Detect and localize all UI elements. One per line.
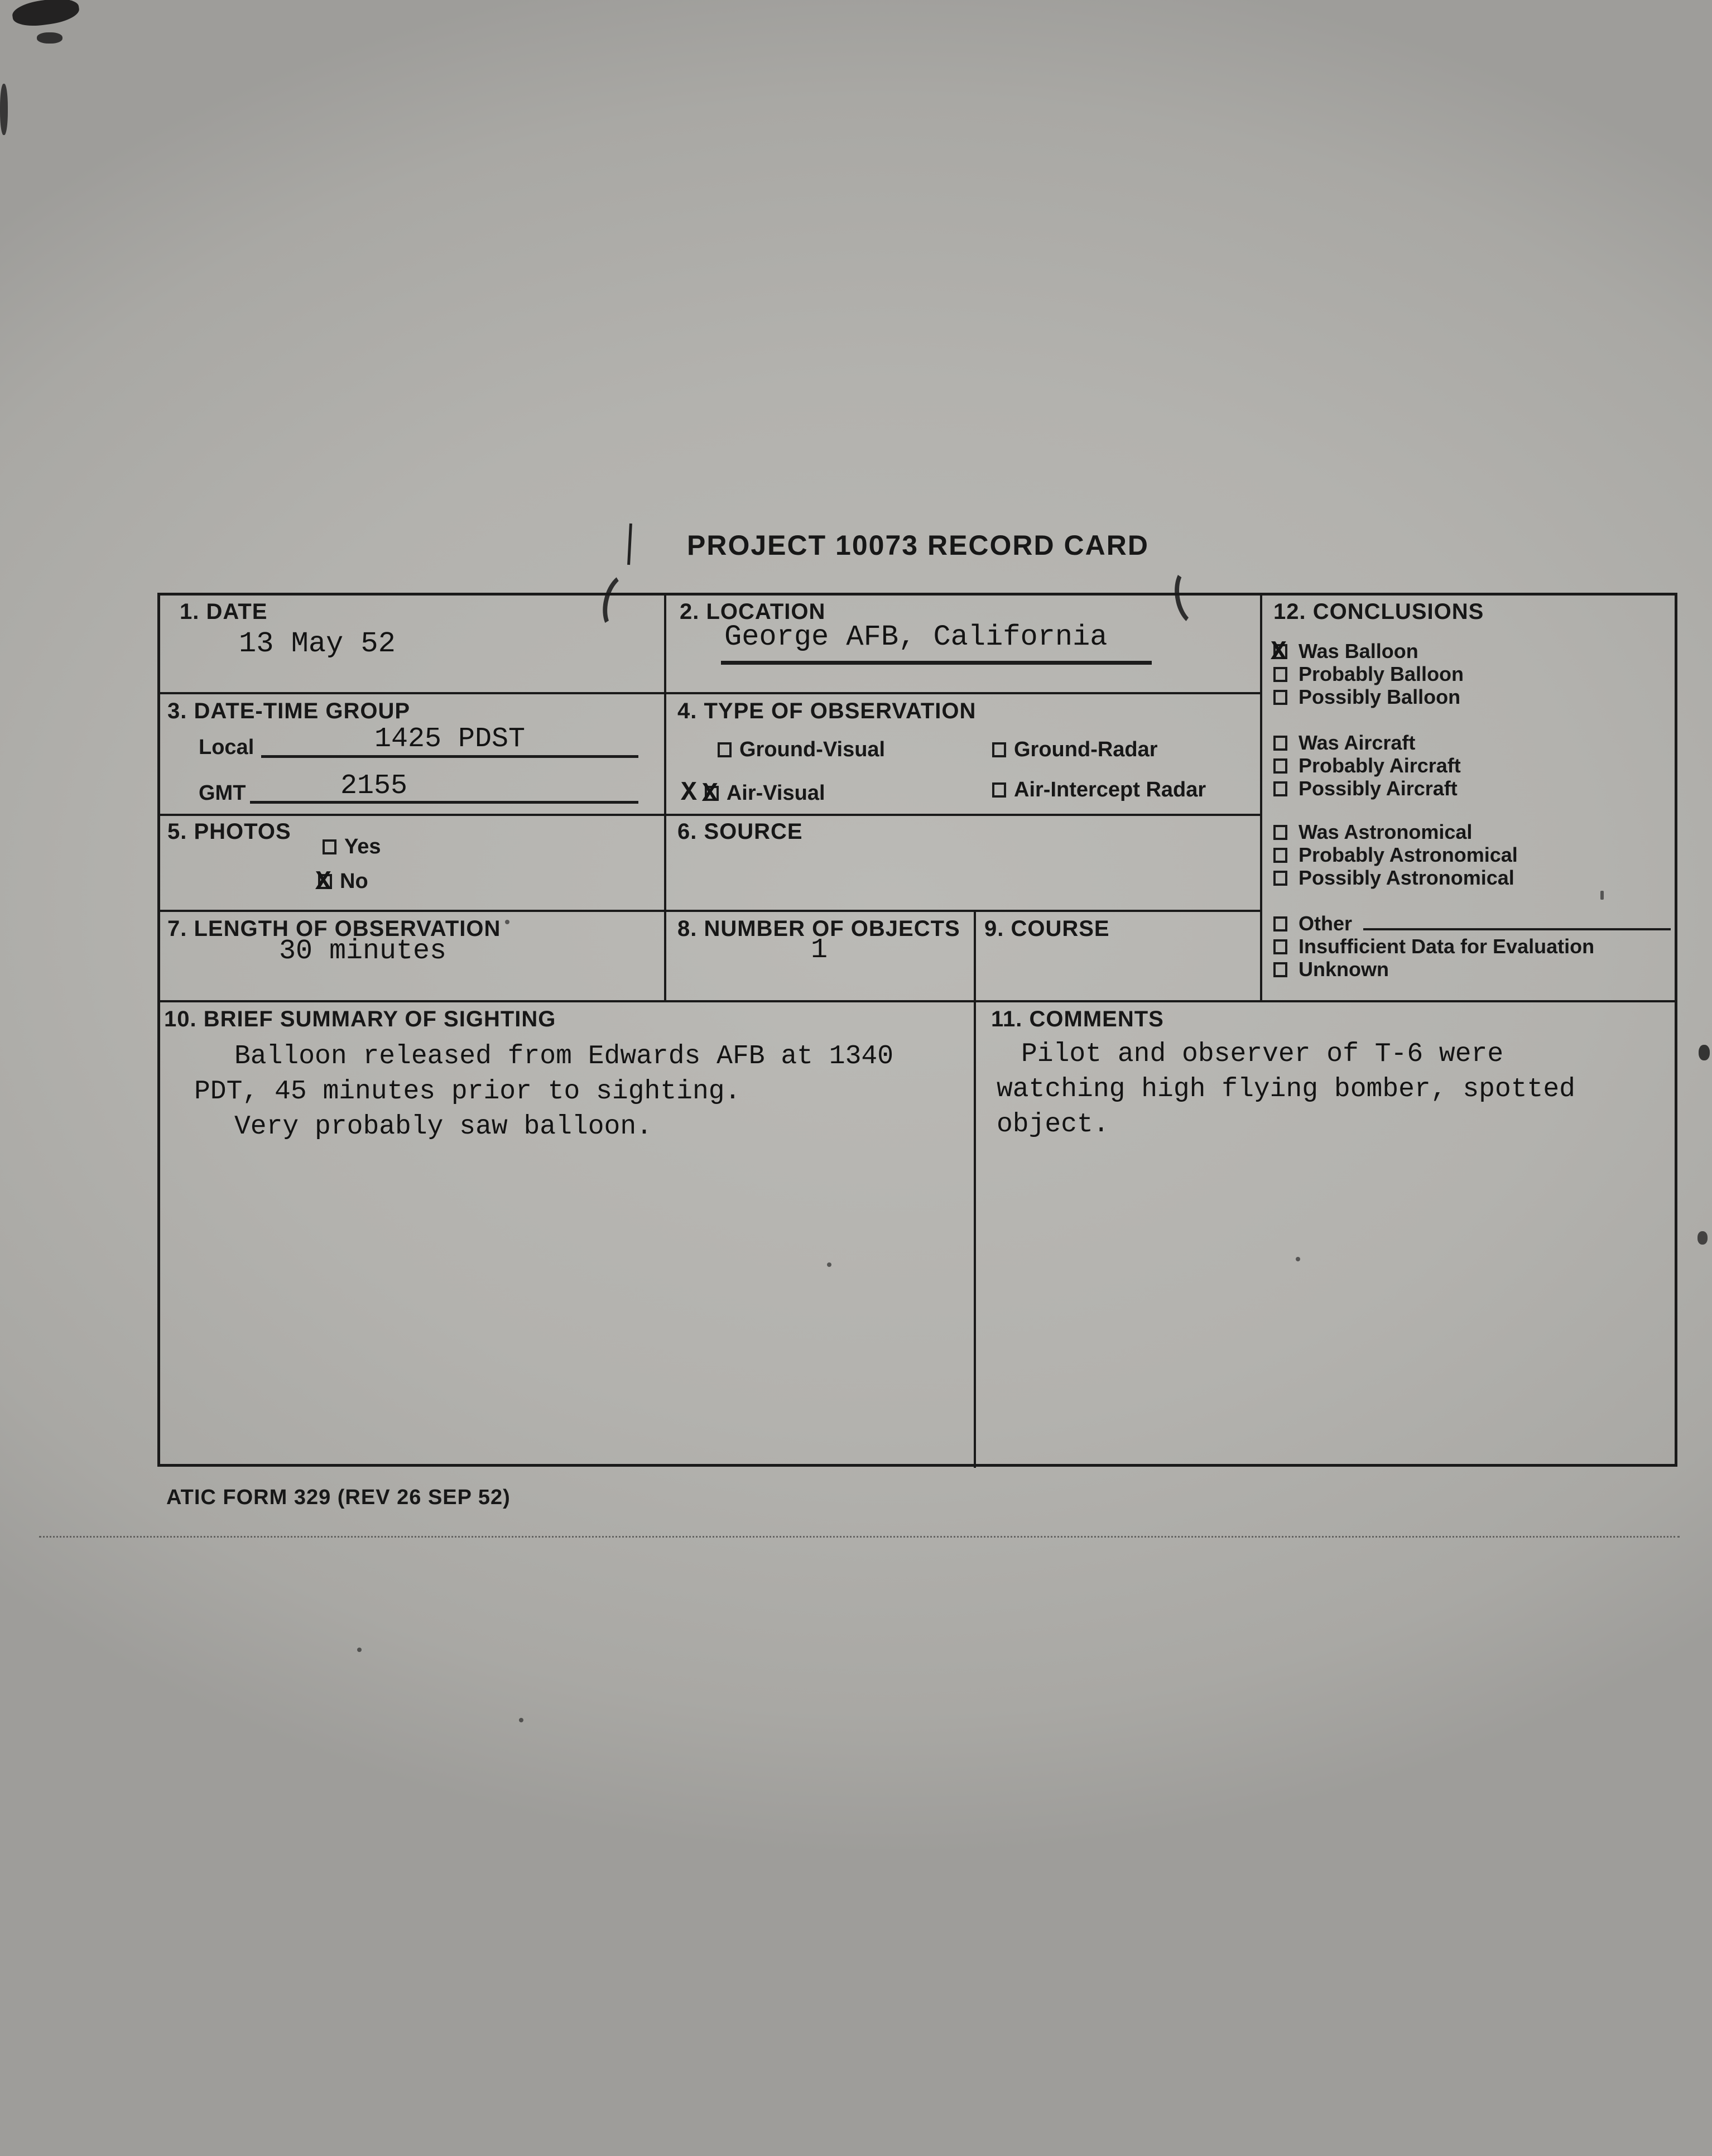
other-blank-line bbox=[1363, 917, 1671, 930]
conclusion-item-probably-astronomical bbox=[1273, 843, 1671, 867]
conclusion-label: Other bbox=[1299, 912, 1353, 935]
comments-line: Pilot and observer of T-6 were bbox=[1021, 1039, 1504, 1069]
option-label: No bbox=[340, 870, 368, 893]
source-label: 6. SOURCE bbox=[677, 819, 803, 844]
checkbox-icon bbox=[1273, 781, 1287, 796]
local-label: Local bbox=[199, 736, 254, 759]
checkbox-icon bbox=[1273, 916, 1287, 931]
conclusion-item-other bbox=[1273, 912, 1671, 935]
option-label: Yes bbox=[344, 835, 381, 858]
conclusion-item-insufficient-data bbox=[1273, 935, 1671, 958]
conclusion-label: Probably Balloon bbox=[1299, 662, 1464, 685]
checkbox-icon bbox=[1273, 962, 1287, 977]
grid-line bbox=[157, 692, 1260, 694]
checkbox-icon bbox=[992, 782, 1006, 798]
checkbox-icon bbox=[1273, 848, 1287, 863]
conclusion-item-was-balloon bbox=[1273, 640, 1671, 663]
grid-line bbox=[1260, 593, 1262, 1000]
option-photos-no bbox=[318, 870, 368, 894]
typed-x-mark: X bbox=[681, 778, 697, 808]
checkbox-icon bbox=[1273, 644, 1287, 659]
photos-label: 5. PHOTOS bbox=[167, 819, 291, 844]
scan-speck bbox=[357, 1648, 362, 1652]
conclusion-label: Possibly Astronomical bbox=[1299, 866, 1514, 889]
scan-pen-mark bbox=[627, 524, 632, 565]
option-air-visual bbox=[681, 778, 825, 808]
page-title: PROJECT 10073 RECORD CARD bbox=[687, 530, 1149, 561]
grid-line bbox=[157, 910, 1260, 912]
conclusion-label: Insufficient Data for Evaluation bbox=[1299, 935, 1595, 958]
grid-line bbox=[157, 1000, 1677, 1002]
type-of-observation-label: 4. TYPE OF OBSERVATION bbox=[677, 699, 977, 723]
conclusion-item-possibly-astronomical bbox=[1273, 866, 1671, 890]
conclusion-item-unknown bbox=[1273, 958, 1671, 981]
checkbox-icon bbox=[718, 742, 732, 757]
option-label: Ground-Visual bbox=[739, 738, 886, 761]
checkbox-icon bbox=[1273, 736, 1287, 751]
option-label: Ground-Radar bbox=[1014, 738, 1158, 761]
location-value: George AFB, California bbox=[724, 621, 1108, 654]
location-underline bbox=[721, 661, 1152, 665]
gmt-label: GMT bbox=[199, 781, 246, 805]
option-label: Air-Visual bbox=[726, 781, 825, 805]
scan-fold-line bbox=[39, 1536, 1680, 1538]
conclusion-label: Was Balloon bbox=[1299, 640, 1418, 662]
conclusion-label: Was Astronomical bbox=[1299, 820, 1473, 843]
checkbox-icon bbox=[1273, 825, 1287, 840]
course-label: 9. COURSE bbox=[984, 916, 1110, 941]
summary-label: 10. BRIEF SUMMARY OF SIGHTING bbox=[164, 1007, 556, 1031]
form-number: ATIC FORM 329 (REV 26 SEP 52) bbox=[166, 1486, 511, 1509]
local-time-value: 1425 PDST bbox=[261, 723, 638, 758]
conclusion-item-possibly-balloon bbox=[1273, 685, 1671, 709]
summary-line: PDT, 45 minutes prior to sighting. bbox=[194, 1077, 741, 1107]
grid-line bbox=[974, 910, 976, 1468]
conclusion-item-was-astronomical bbox=[1273, 820, 1671, 844]
number-of-objects-value: 1 bbox=[810, 934, 828, 966]
location-label: 2. LOCATION bbox=[680, 599, 826, 624]
comments-label: 11. COMMENTS bbox=[991, 1007, 1164, 1031]
length-of-observation-value: 30 minutes bbox=[279, 935, 447, 967]
conclusion-item-probably-aircraft bbox=[1273, 754, 1671, 777]
comments-line: object. bbox=[997, 1110, 1109, 1140]
grid-line bbox=[157, 814, 1260, 816]
checkbox-icon bbox=[1273, 758, 1287, 774]
scan-smudge bbox=[1699, 1045, 1710, 1060]
scan-speck bbox=[519, 1718, 523, 1722]
scan-smudge bbox=[11, 0, 81, 29]
checkbox-icon bbox=[705, 786, 719, 801]
conclusion-label: Possibly Aircraft bbox=[1299, 777, 1458, 800]
number-of-objects-label: 8. NUMBER OF OBJECTS bbox=[677, 916, 960, 941]
checkbox-icon bbox=[1273, 667, 1287, 682]
checkbox-icon bbox=[318, 874, 332, 889]
length-of-observation-label: 7. LENGTH OF OBSERVATION bbox=[167, 916, 501, 941]
conclusion-item-possibly-aircraft bbox=[1273, 777, 1671, 800]
summary-line: Balloon released from Edwards AFB at 1340 bbox=[234, 1041, 893, 1072]
conclusion-label: Was Aircraft bbox=[1299, 731, 1416, 754]
conclusion-label: Unknown bbox=[1299, 958, 1389, 981]
checkbox-icon bbox=[992, 742, 1006, 757]
conclusion-label: Possibly Balloon bbox=[1299, 685, 1461, 708]
option-label: Air-Intercept Radar bbox=[1014, 778, 1206, 801]
checkbox-icon bbox=[1273, 871, 1287, 886]
scan-smudge bbox=[37, 32, 62, 44]
checkbox-icon bbox=[1273, 939, 1287, 954]
checkbox-icon bbox=[323, 839, 336, 854]
comments-line: watching high flying bomber, spotted bbox=[997, 1074, 1575, 1105]
conclusion-item-probably-balloon bbox=[1273, 662, 1671, 686]
date-label: 1. DATE bbox=[180, 599, 268, 624]
gmt-time-value: 2155 bbox=[250, 770, 638, 804]
option-air-intercept-radar bbox=[992, 778, 1206, 802]
scan-smudge bbox=[0, 84, 8, 135]
comments-text bbox=[997, 1037, 1666, 1142]
conclusion-item-was-aircraft bbox=[1273, 731, 1671, 755]
scan-smudge bbox=[1697, 1231, 1708, 1245]
summary-text bbox=[194, 1039, 953, 1145]
option-ground-radar bbox=[992, 738, 1158, 762]
conclusion-label: Probably Astronomical bbox=[1299, 843, 1518, 866]
option-ground-visual bbox=[718, 738, 885, 762]
option-photos-yes bbox=[323, 835, 381, 859]
conclusion-label: Probably Aircraft bbox=[1299, 754, 1461, 777]
date-value: 13 May 52 bbox=[239, 627, 396, 660]
summary-line: Very probably saw balloon. bbox=[234, 1112, 652, 1142]
conclusions-label: 12. CONCLUSIONS bbox=[1273, 599, 1484, 624]
date-time-group-label: 3. DATE-TIME GROUP bbox=[167, 699, 411, 723]
checkbox-icon bbox=[1273, 690, 1287, 705]
